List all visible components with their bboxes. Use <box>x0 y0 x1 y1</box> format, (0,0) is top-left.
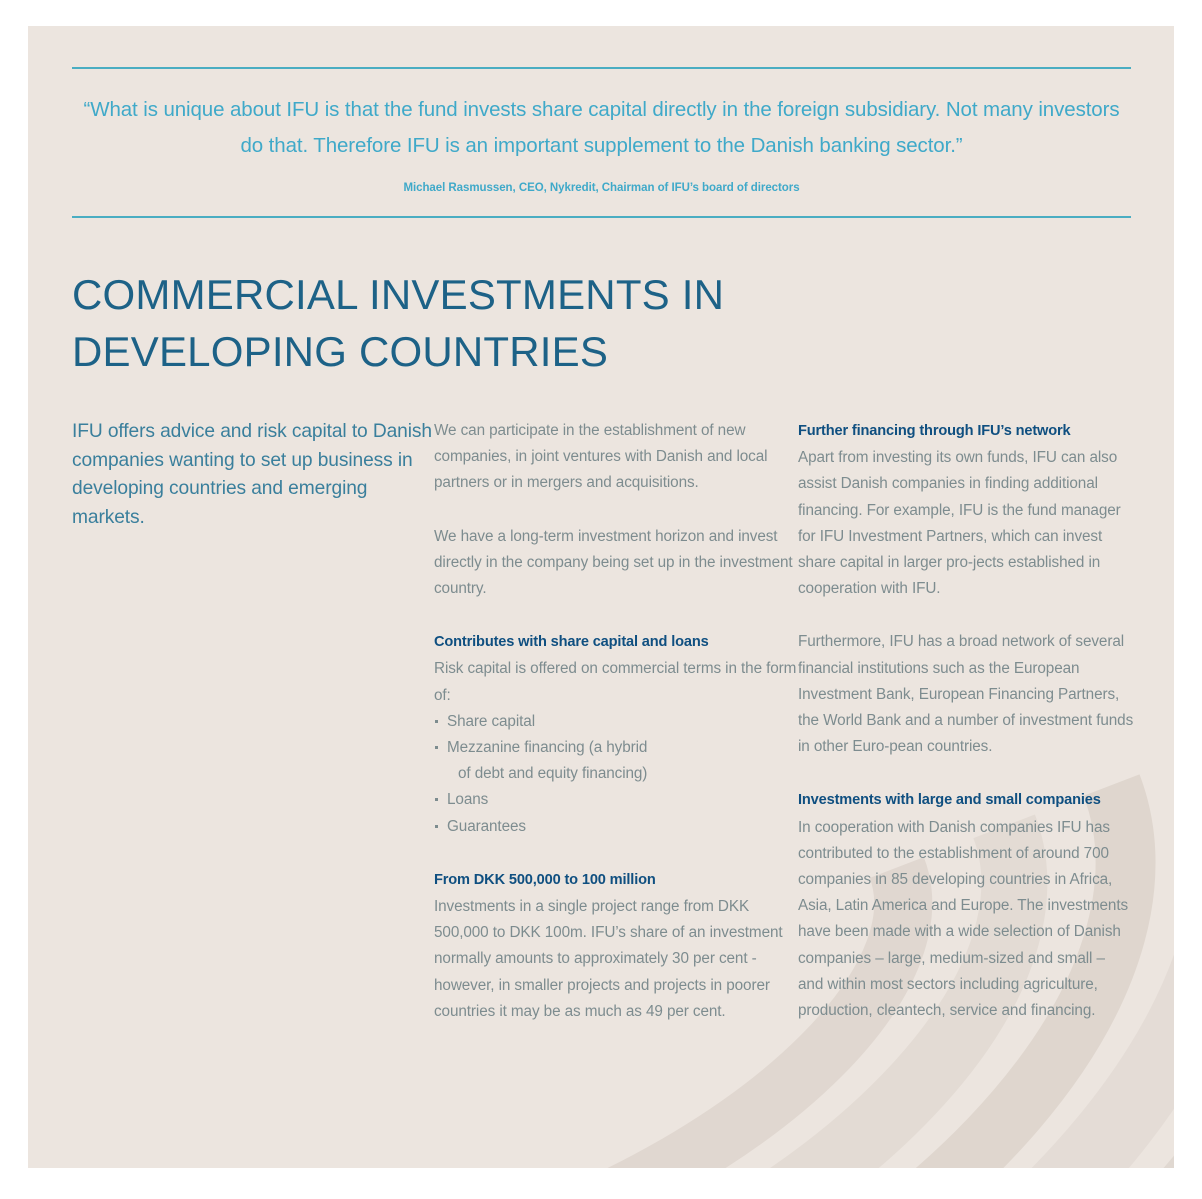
section-share-capital <box>434 629 798 840</box>
section-further-financing-body: Apart from investing its own funds, IFU can also assist Danish companies in finding additional financing. For example, IFU is the fund manager for IFU Investment Partners, which can invest share capital in larger pro-jects established in cooperation with IFU. <box>798 449 1121 598</box>
document-page <box>28 26 1174 1168</box>
quote-text: “What is unique about IFU is that the fund invests share capital directly in the foreign subsidiary. Not many investors do that. Therefore IFU is an important supplement to the Danish banking sector.” <box>83 98 1120 157</box>
page-title: COMMERCIAL INVESTMENTS IN DEVELOPING COUNTRIES <box>72 271 725 375</box>
right-paragraph-furthermore: Furthermore, IFU has a broad network of several financial institutions such as the European Investment Bank, European Financing Partners, the World Bank and a number of investment funds in other Euro-pean countries. <box>798 633 1134 756</box>
list-item-continuation <box>434 761 798 787</box>
section-dkk-range <box>434 867 798 1025</box>
list-item <box>434 735 798 761</box>
middle-paragraph-1-section <box>434 418 798 497</box>
bullet-icon <box>435 798 438 801</box>
list-item <box>434 787 798 813</box>
quote-attribution: Michael Rasmussen, CEO, Nykredit, Chairman of IFU’s board of directors <box>403 182 800 194</box>
share-capital-bullet-list <box>434 709 798 840</box>
list-item-label: Loans <box>447 791 489 809</box>
section-dkk-range-body: Investments in a single project range from DKK 500,000 to DKK 100m. IFU’s share of an investment normally amounts to approximately 30 per cent - however, in smaller projects and projects in poorer countries it may be as much as 49 per cent. <box>434 898 783 1020</box>
section-large-small-companies-heading: Investments with large and small companies <box>798 792 1101 809</box>
middle-paragraph-1: We can participate in the establishment of new companies, in joint ventures with Danish and local partners or in mergers and acquisitions. <box>434 422 768 492</box>
section-large-small-companies-body: In cooperation with Danish companies IFU has contributed to the establishment of around 700 companies in 85 developing countries in Africa, Asia, Latin America and Europe. The investments have been made with a wide selection of Danish companies – large, medium-sized and small – and within most sectors including agriculture, production, cleantech, service and financing. <box>798 818 1129 1020</box>
list-item <box>434 814 798 840</box>
column-right <box>798 418 1134 1025</box>
section-dkk-range-heading: From DKK 500,000 to 100 million <box>434 871 656 888</box>
content-columns <box>72 418 1134 1025</box>
section-further-financing-heading: Further financing through IFU’s network <box>798 423 1071 439</box>
bullet-icon <box>435 825 438 828</box>
right-paragraph-furthermore-section <box>798 629 1134 760</box>
middle-paragraph-2: We have a long-term investment horizon and invest directly in the company being set up in the investment country. <box>434 527 793 598</box>
section-share-capital-intro: Risk capital is offered on commercial terms in the form of: <box>434 660 797 704</box>
bullet-icon <box>435 746 438 749</box>
list-item-label: of debt and equity financing) <box>458 765 648 783</box>
list-item-label: Share capital <box>447 712 535 730</box>
section-further-financing <box>798 418 1134 602</box>
list-item <box>434 709 798 735</box>
middle-paragraph-2-section <box>434 524 798 603</box>
intro-paragraph: IFU offers advice and risk capital to Danish companies wanting to set up business in developing countries and emerging markets. <box>72 421 432 528</box>
section-share-capital-heading: Contributes with share capital and loans <box>434 634 709 651</box>
quote-block <box>72 67 1131 218</box>
column-intro <box>72 418 434 1025</box>
section-large-small-companies <box>798 787 1134 1024</box>
list-item-label: Mezzanine financing (a hybrid <box>447 739 648 757</box>
bullet-icon <box>435 720 438 723</box>
quote-rule-bottom <box>72 216 1131 218</box>
list-item-label: Guarantees <box>447 817 526 835</box>
column-middle <box>434 418 798 1025</box>
